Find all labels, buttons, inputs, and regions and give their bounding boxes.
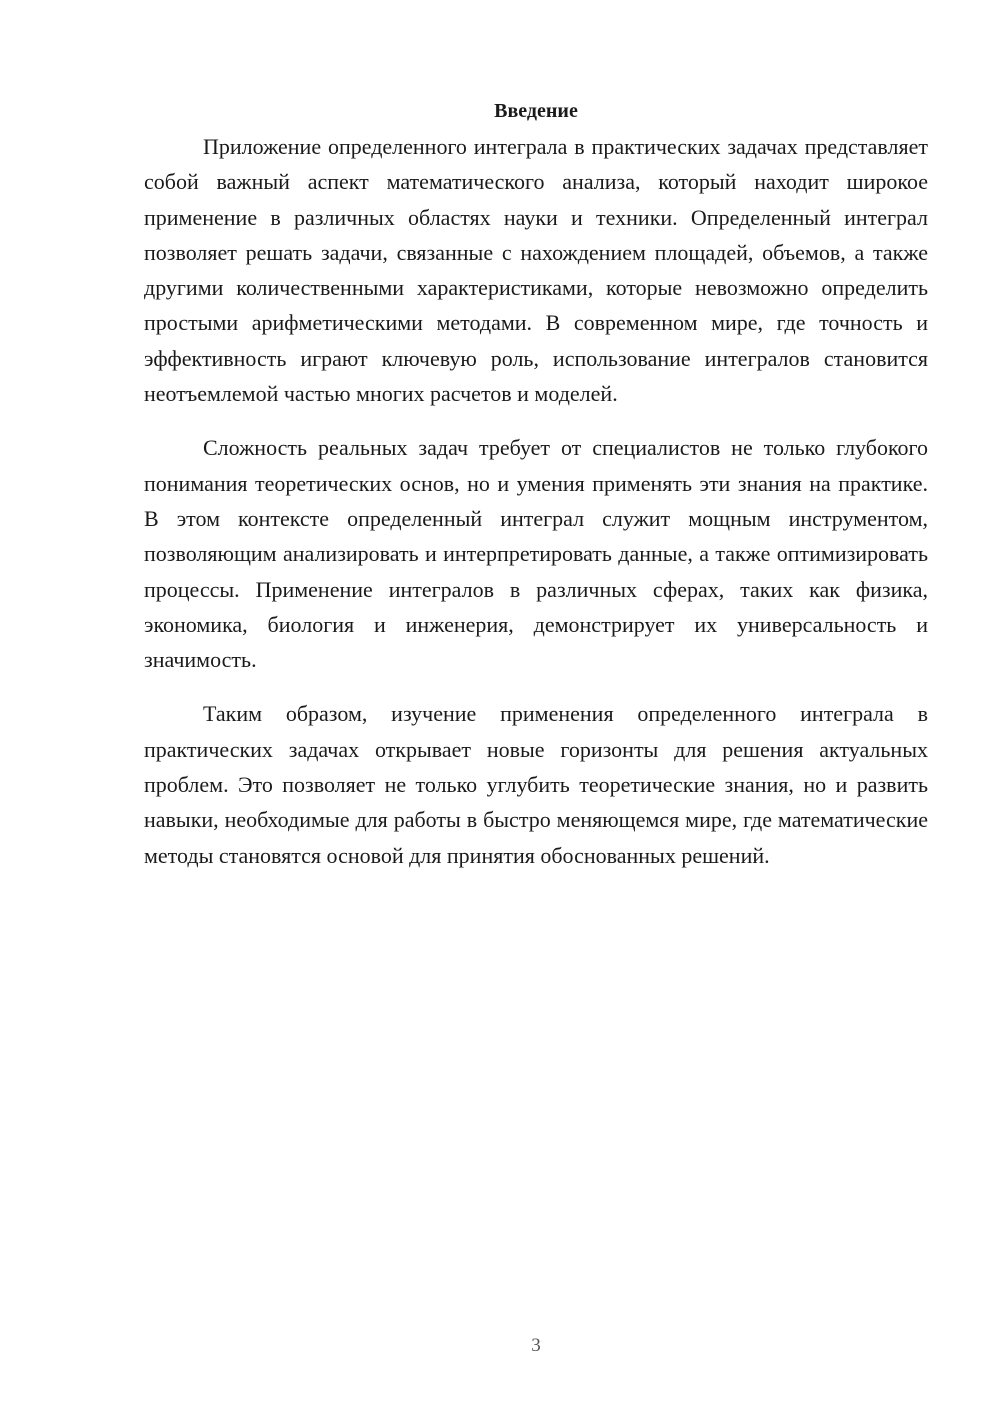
paragraph: Приложение определенного интеграла в практических задачах представляет собой важный аспект математического анализа, который находит широкое применение в различных областях науки и техники. Определенный интеграл позволяет решать задачи, связанные с нахождением площадей, объемов, а также другими количественными характеристиками, которые невозможно определить простыми арифметическими методами. В современном мире, где точность и эффективность играют ключевую роль, использование интегралов становится неотъемлемой частью многих расчетов и моделей. bbox=[144, 134, 928, 407]
paragraph: Сложность реальных задач требует от специалистов не только глубокого понимания теоретических основ, но и умения применять эти знания на практике. В этом контексте определенный интеграл служит мощным инструментом, позволяющим анализировать и интерпретировать данные, а также оптимизировать процессы. Применение интегралов в различных сферах, таких как физика, экономика, биология и инженерия, демонстрирует их универсальность и значимость. bbox=[144, 435, 928, 673]
section-title: Введение bbox=[494, 100, 578, 122]
page-content bbox=[144, 94, 928, 873]
paragraph: Таким образом, изучение применения определенного интеграла в практических задачах открывает новые горизонты для решения актуальных проблем. Это позволяет не только углубить теоретические знания, но и развить навыки, необходимые для работы в быстро меняющемся мире, где математические методы становятся основой для принятия обоснованных решений. bbox=[144, 701, 928, 868]
page-number: 3 bbox=[531, 1335, 541, 1356]
